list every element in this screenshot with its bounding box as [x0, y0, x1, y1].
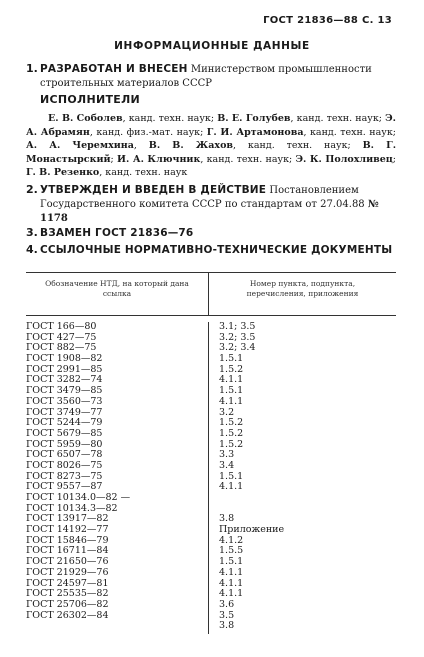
author-name: И. А. Ключник	[117, 153, 201, 165]
table-cell-clause: 1.5.2	[219, 363, 244, 375]
table-cell-designation: ГОСТ 3749—77	[26, 406, 103, 418]
item-caps: РАЗРАБОТАН И ВНЕСЕН	[40, 63, 188, 75]
table-cell-clause: 4.1.1	[219, 374, 244, 386]
table-cell-clause: 4.1.1	[219, 566, 244, 578]
table-cell-clause: 4.1.2	[219, 534, 244, 546]
item-references	[26, 243, 396, 258]
table-cell-clause	[219, 493, 396, 504]
author-title: ;	[392, 153, 396, 165]
table-cell-designation: ГОСТ 5959—80	[26, 438, 103, 450]
table-cell-designation: ГОСТ 9557—87	[26, 481, 103, 493]
table-cell-designation: ГОСТ 15846—79	[26, 534, 109, 546]
table-cell-designation: ГОСТ 25535—82	[26, 588, 109, 600]
item-developed	[26, 62, 396, 91]
author-title: , канд. техн. наук	[99, 167, 188, 178]
author-title: ;	[110, 153, 118, 165]
item-body	[40, 183, 396, 226]
table-cell-designation: ГОСТ 6507—78	[26, 449, 103, 461]
item-replaces	[26, 226, 396, 241]
table-cell-clause: 3.2; 3.4	[219, 342, 256, 354]
item-caps: ССЫЛОЧНЫЕ НОРМАТИВНО-ТЕХНИЧЕСКИЕ ДОКУМЕНТЫ	[40, 244, 393, 256]
table-cell-designation: ГОСТ 882—75	[26, 342, 97, 354]
author-title: , канд. техн. наук;	[233, 140, 363, 151]
table-cell-designation: ГОСТ 24597—81	[26, 577, 109, 589]
author-title: , канд. физ.-мат. наук;	[89, 126, 207, 138]
item-text: Министерством промышленности строительных материалов СССР	[40, 64, 372, 89]
table-cell-designation: ГОСТ 1908—82	[26, 353, 103, 365]
table-cell-clause: 3.2; 3.5	[219, 331, 256, 343]
author-name: А. А. Черемхина	[26, 140, 134, 151]
table-cell-clause: 1.5.5	[219, 545, 244, 557]
document-header-code: ГОСТ 21836—88 С. 13	[263, 15, 392, 26]
table-cell-clause: 1.5.1	[219, 470, 244, 482]
table-cell-clause: 3.8	[219, 620, 235, 632]
table-cell-clause: 3.1; 3.5	[219, 321, 256, 332]
item-body	[40, 226, 396, 241]
table-cell-designation: ГОСТ 14192—77	[26, 524, 109, 536]
table-cell-designation: ГОСТ 8026—75	[26, 459, 103, 471]
table-header-cell: Номер пункта, подпункта, перечисления, приложения	[246, 279, 359, 298]
table-cell-clause: 1.5.1	[219, 556, 244, 568]
author-name: В. В. Жахов	[148, 140, 234, 151]
author-name: Г. В. Резенко	[26, 167, 100, 178]
item-body	[40, 62, 396, 91]
section-title: ИНФОРМАЦИОННЫЕ ДАННЫЕ	[114, 40, 310, 52]
item-text: Постановлением Государственного комитета СССР по стандартам от 27.04.88	[40, 185, 365, 210]
item-approved	[26, 183, 396, 226]
table-cell-clause: 3.3	[219, 449, 235, 461]
table-cell-clause: 3.4	[219, 459, 235, 471]
table-cell-designation: ГОСТ 3479—85	[26, 385, 103, 397]
table-column-designation	[26, 322, 209, 634]
author-title: , канд. техн. наук;	[200, 153, 296, 165]
table-cell-clause: 4.1.1	[219, 577, 244, 589]
table-cell-clause: 3.2	[219, 406, 235, 418]
table-cell-designation: ГОСТ 10134.3—82	[26, 502, 118, 514]
author-title: ,	[133, 140, 149, 151]
table-cell-clause: Приложение	[219, 524, 285, 536]
executors-heading: ИСПОЛНИТЕЛИ	[40, 93, 141, 106]
table-cell-clause: 1.5.1	[219, 353, 244, 365]
author-title: , канд. техн. наук;	[303, 126, 396, 138]
table-cell-clause: 3.5	[219, 609, 235, 621]
author-name: Г. И. Артамонова	[206, 126, 304, 138]
table-cell-designation: ГОСТ 21650—76	[26, 556, 109, 568]
table-cell-designation: ГОСТ 26302—84	[26, 609, 109, 621]
author-title: , канд. техн. наук;	[290, 113, 386, 124]
table-cell-clause: 4.1.1	[219, 395, 244, 407]
table-cell-clause: 1.5.2	[219, 417, 244, 429]
table-cell-clause: 1.5.1	[219, 385, 244, 397]
table-cell-designation: ГОСТ 427—75	[26, 331, 97, 343]
table-cell-clause: 1.5.2	[219, 438, 244, 450]
table-cell-designation: ГОСТ 25706—82	[26, 598, 109, 610]
item-body	[40, 243, 396, 258]
item-number: 3.	[26, 226, 38, 239]
author-name: Э. К. Полохливец	[295, 153, 393, 165]
table-cell-designation: ГОСТ 16711—84	[26, 545, 109, 557]
table-cell-designation: ГОСТ 5679—85	[26, 427, 103, 439]
item-caps: ВЗАМЕН ГОСТ 21836—76	[40, 227, 194, 239]
table-cell-clause: 3.6	[219, 598, 235, 610]
author-name: В. Г. Монастырский	[26, 140, 397, 165]
table-header-cell: Обозначение НТД, на который дана ссылка	[26, 273, 209, 315]
item-caps: УТВЕРЖДЕН И ВВЕДЕН В ДЕЙСТВИЕ	[40, 184, 267, 196]
table-cell-designation: ГОСТ 166—80	[26, 321, 97, 332]
table-header	[26, 273, 396, 316]
author-name: Е. В. Соболев	[48, 113, 123, 124]
table-cell-designation: ГОСТ 5244—79	[26, 417, 103, 429]
table-cell-clause: 1.5.2	[219, 427, 244, 439]
table-cell-designation: ГОСТ 10134.0—82 —	[26, 492, 131, 503]
item-number: 2.	[26, 183, 38, 196]
table-cell-designation: ГОСТ 8273—75	[26, 470, 103, 482]
table-cell-clause: 4.1.1	[219, 588, 244, 600]
decree-number: № 1178	[40, 199, 379, 224]
author-title: , канд. техн. наук;	[122, 113, 218, 124]
table-cell-designation: ГОСТ 21929—76	[26, 566, 109, 578]
references-table	[26, 272, 396, 634]
table-body	[26, 316, 396, 634]
table-cell-designation: ГОСТ 2991—85	[26, 363, 103, 375]
author-name: Э. А. Абрамян	[26, 113, 396, 138]
table-cell-clause	[219, 504, 396, 515]
table-column-clause	[209, 322, 396, 634]
table-cell-designation: ГОСТ 3282—74	[26, 374, 103, 386]
authors-list	[26, 112, 396, 180]
table-cell-clause: 4.1.1	[219, 481, 244, 493]
author-name: В. Е. Голубев	[217, 113, 291, 124]
table-cell-clause: 3.8	[219, 513, 235, 525]
table-cell-designation: ГОСТ 13917—82	[26, 513, 109, 525]
item-number: 1.	[26, 62, 38, 75]
item-number: 4.	[26, 243, 38, 256]
table-cell-designation: ГОСТ 3560—73	[26, 395, 103, 407]
